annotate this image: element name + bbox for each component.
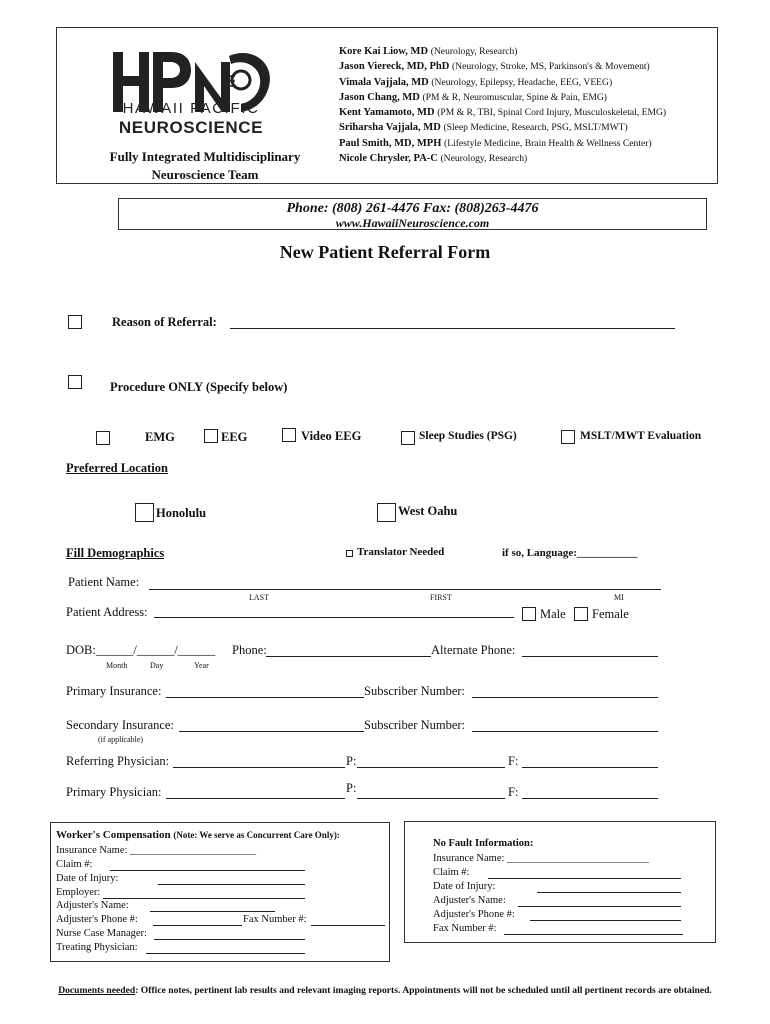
workers-comp-title <box>56 829 340 841</box>
male-checkbox[interactable] <box>522 607 536 621</box>
patient-address-field[interactable] <box>154 617 514 618</box>
logo-line2: NEUROSCIENCE <box>118 118 264 137</box>
wc-claim-label: Claim #: <box>56 859 93 870</box>
wc-nurse-field[interactable] <box>154 939 305 940</box>
doctor-specialty: (Neurology, Stroke, MS, Parkinson's & Movement) <box>451 61 650 73</box>
nf-adjuster-name-field[interactable] <box>518 906 681 907</box>
footer-label: Documents needed <box>58 985 136 996</box>
nf-adjuster-phone-field[interactable] <box>530 920 681 921</box>
workers-comp-box <box>50 822 390 962</box>
mslt-label: MSLT/MWT Evaluation <box>580 430 702 442</box>
form-title: New Patient Referral Form <box>279 242 491 262</box>
preferred-location-label: Preferred Location <box>66 461 168 475</box>
female-checkbox[interactable] <box>574 607 588 621</box>
doctor-name: Kent Yamamoto, MD <box>339 107 435 119</box>
doctor-name: Paul Smith, MD, MPH <box>339 137 442 149</box>
nf-injury-label: Date of Injury: <box>433 881 496 892</box>
wc-injury-field[interactable] <box>158 884 305 885</box>
wc-injury-label: Date of Injury: <box>56 873 119 884</box>
dob-year-caption: Year <box>194 661 209 670</box>
doctor-entry <box>339 59 717 74</box>
west-oahu-checkbox[interactable] <box>377 503 396 522</box>
name-last-caption: LAST <box>249 593 269 602</box>
alt-phone-field[interactable] <box>522 656 658 657</box>
team-line1: Fully Integrated Multidisciplinary <box>109 149 301 164</box>
wc-nurse-label: Nurse Case Manager: <box>56 928 147 939</box>
primary-insurance-field[interactable] <box>166 697 364 698</box>
referring-physician-field[interactable] <box>173 767 345 768</box>
doctor-specialty: (Neurology, Research) <box>440 153 528 165</box>
wc-employer-field[interactable] <box>103 898 305 899</box>
nf-injury-field[interactable] <box>537 892 681 893</box>
nf-adjuster-name-label: Adjuster's Name: <box>433 895 506 906</box>
primary-subscriber-field[interactable] <box>472 697 658 698</box>
nf-insurance-field[interactable]: Insurance Name: ___________________________ <box>433 853 649 864</box>
secondary-subscriber-field[interactable] <box>472 731 658 732</box>
doctor-name: Nicole Chrysler, PA-C <box>339 153 438 165</box>
dob-day-caption: Day <box>150 661 164 670</box>
dob-month-caption: Month <box>106 661 128 670</box>
sleep-studies-label: Sleep Studies (PSG) <box>419 430 517 442</box>
emg-checkbox[interactable] <box>96 431 110 445</box>
if-applicable-caption: (if applicable) <box>98 735 144 744</box>
doctor-entry <box>339 90 717 105</box>
footer-text: : Office notes, pertinent lab results and relevant imaging reports. Appointments will not be scheduled until all pertinent records are obtained. <box>135 985 712 996</box>
primary-phone-field[interactable] <box>357 798 505 799</box>
dob-field[interactable]: DOB:______/______/______ <box>66 643 216 657</box>
footer-note <box>0 985 770 996</box>
reason-field[interactable] <box>230 328 675 329</box>
contact-box <box>118 198 707 230</box>
doctor-entry <box>339 105 717 120</box>
phone-fax: Phone: (808) 261-4476 Fax: (808)263-4476 <box>286 201 539 216</box>
honolulu-label: Honolulu <box>156 506 207 520</box>
workers-comp-title-text: Worker's Compensation <box>56 829 171 841</box>
doctor-specialty: (Sleep Medicine, Research, PSG, MSLT/MWT) <box>443 122 628 134</box>
translator-checkbox[interactable] <box>346 550 353 557</box>
phone-field[interactable] <box>266 656 431 657</box>
primary-insurance-label: Primary Insurance: <box>66 684 162 698</box>
name-mi-caption: MI <box>614 593 624 602</box>
referring-fax-field[interactable] <box>522 767 658 768</box>
phone-label: Phone: <box>232 643 267 657</box>
primary-p-label: P: <box>346 781 357 795</box>
referring-p-label: P: <box>346 754 357 768</box>
wc-fax-label: Fax Number #: <box>243 914 307 925</box>
alt-phone-label: Alternate Phone: <box>431 643 516 657</box>
reason-label: Reason of Referral: <box>112 315 217 329</box>
eeg-checkbox[interactable] <box>204 429 218 443</box>
doctor-entry <box>339 44 717 59</box>
reason-checkbox[interactable] <box>68 315 82 329</box>
emg-label: EMG <box>145 430 175 444</box>
language-field[interactable]: if so, Language:___________ <box>502 547 638 559</box>
doctor-entry <box>339 120 717 135</box>
doctor-specialty: (Lifestyle Medicine, Brain Health & Wellness Center) <box>444 137 652 149</box>
doctor-name: Sriharsha Vajjala, MD <box>339 122 441 134</box>
doctor-specialty: (PM & R, Neuromuscular, Spine & Pain, EMG) <box>422 91 607 103</box>
workers-comp-note: (Note: We serve as Concurrent Care Only): <box>173 830 340 840</box>
wc-adjuster-phone-label: Adjuster's Phone #: <box>56 914 138 925</box>
doctor-specialty: (Neurology, Research) <box>430 46 518 57</box>
doctor-name: Kore Kai Liow, MD <box>339 46 429 57</box>
translator-label: Translator Needed <box>357 546 445 558</box>
nf-fax-label: Fax Number #: <box>433 923 497 934</box>
patient-name-field[interactable] <box>149 589 661 590</box>
doctor-entry <box>339 75 717 90</box>
wc-employer-label: Employer: <box>56 887 101 898</box>
wc-claim-field[interactable] <box>110 870 305 871</box>
website: www.HawaiiNeuroscience.com <box>335 216 490 230</box>
doctor-name: Jason Viereck, MD, PhD <box>339 61 450 73</box>
demographics-label: Fill Demographics <box>66 546 165 560</box>
name-first-caption: FIRST <box>430 593 452 602</box>
primary-f-label: F: <box>508 785 519 799</box>
wc-adjuster-name-field[interactable] <box>150 911 275 912</box>
referring-phone-field[interactable] <box>357 767 505 768</box>
nf-adjuster-phone-label: Adjuster's Phone #: <box>433 909 515 920</box>
nf-fax-field[interactable] <box>504 934 683 935</box>
doctor-name: Vimala Vajjala, MD <box>339 76 429 88</box>
team-tagline <box>90 148 320 184</box>
doctor-name: Jason Chang, MD <box>339 91 420 103</box>
doctor-entry <box>339 151 717 166</box>
doctor-entry <box>339 136 717 151</box>
procedure-label: Procedure ONLY (Specify below) <box>110 380 288 394</box>
procedure-checkbox[interactable] <box>68 375 82 389</box>
doctor-specialty: (Neurology, Epilepsy, Headache, EEG, VEEG) <box>431 76 613 88</box>
video-eeg-label: Video EEG <box>301 429 362 443</box>
sleep-studies-checkbox[interactable] <box>401 431 415 445</box>
wc-treating-label: Treating Physician: <box>56 942 138 953</box>
secondary-insurance-label: Secondary Insurance: <box>66 718 174 732</box>
secondary-insurance-field[interactable] <box>179 731 364 732</box>
no-fault-title: No Fault Information: <box>433 838 534 849</box>
wc-adjuster-phone-field[interactable] <box>153 925 242 926</box>
female-label: Female <box>592 607 629 621</box>
referring-f-label: F: <box>508 754 519 768</box>
mslt-checkbox[interactable] <box>561 430 575 444</box>
wc-treating-field[interactable] <box>146 953 305 954</box>
logo-line1: HAWAII PACIFIC <box>122 100 260 117</box>
primary-fax-field[interactable] <box>522 798 658 799</box>
honolulu-checkbox[interactable] <box>135 503 154 522</box>
team-line2: Neuroscience Team <box>151 167 259 182</box>
primary-physician-label: Primary Physician: <box>66 785 162 799</box>
patient-name-label: Patient Name: <box>68 575 140 589</box>
nf-claim-field[interactable] <box>488 878 681 879</box>
male-label: Male <box>540 607 566 621</box>
doctor-specialty: (PM & R, TBI, Spinal Cord Injury, Musculoskeletal, EMG) <box>437 107 667 119</box>
west-oahu-label: West Oahu <box>398 504 458 518</box>
wc-adjuster-name-label: Adjuster's Name: <box>56 900 129 911</box>
primary-physician-field[interactable] <box>166 798 345 799</box>
primary-subscriber-label: Subscriber Number: <box>364 684 466 698</box>
wc-insurance-field[interactable]: Insurance Name: ________________________ <box>56 845 257 856</box>
doctor-list <box>339 44 717 166</box>
referring-physician-label: Referring Physician: <box>66 754 170 768</box>
secondary-subscriber-label: Subscriber Number: <box>364 718 466 732</box>
patient-address-label: Patient Address: <box>66 605 148 619</box>
eeg-label: EEG <box>221 430 248 444</box>
nf-claim-label: Claim #: <box>433 867 470 878</box>
wc-fax-field[interactable] <box>311 925 385 926</box>
video-eeg-checkbox[interactable] <box>282 428 296 442</box>
